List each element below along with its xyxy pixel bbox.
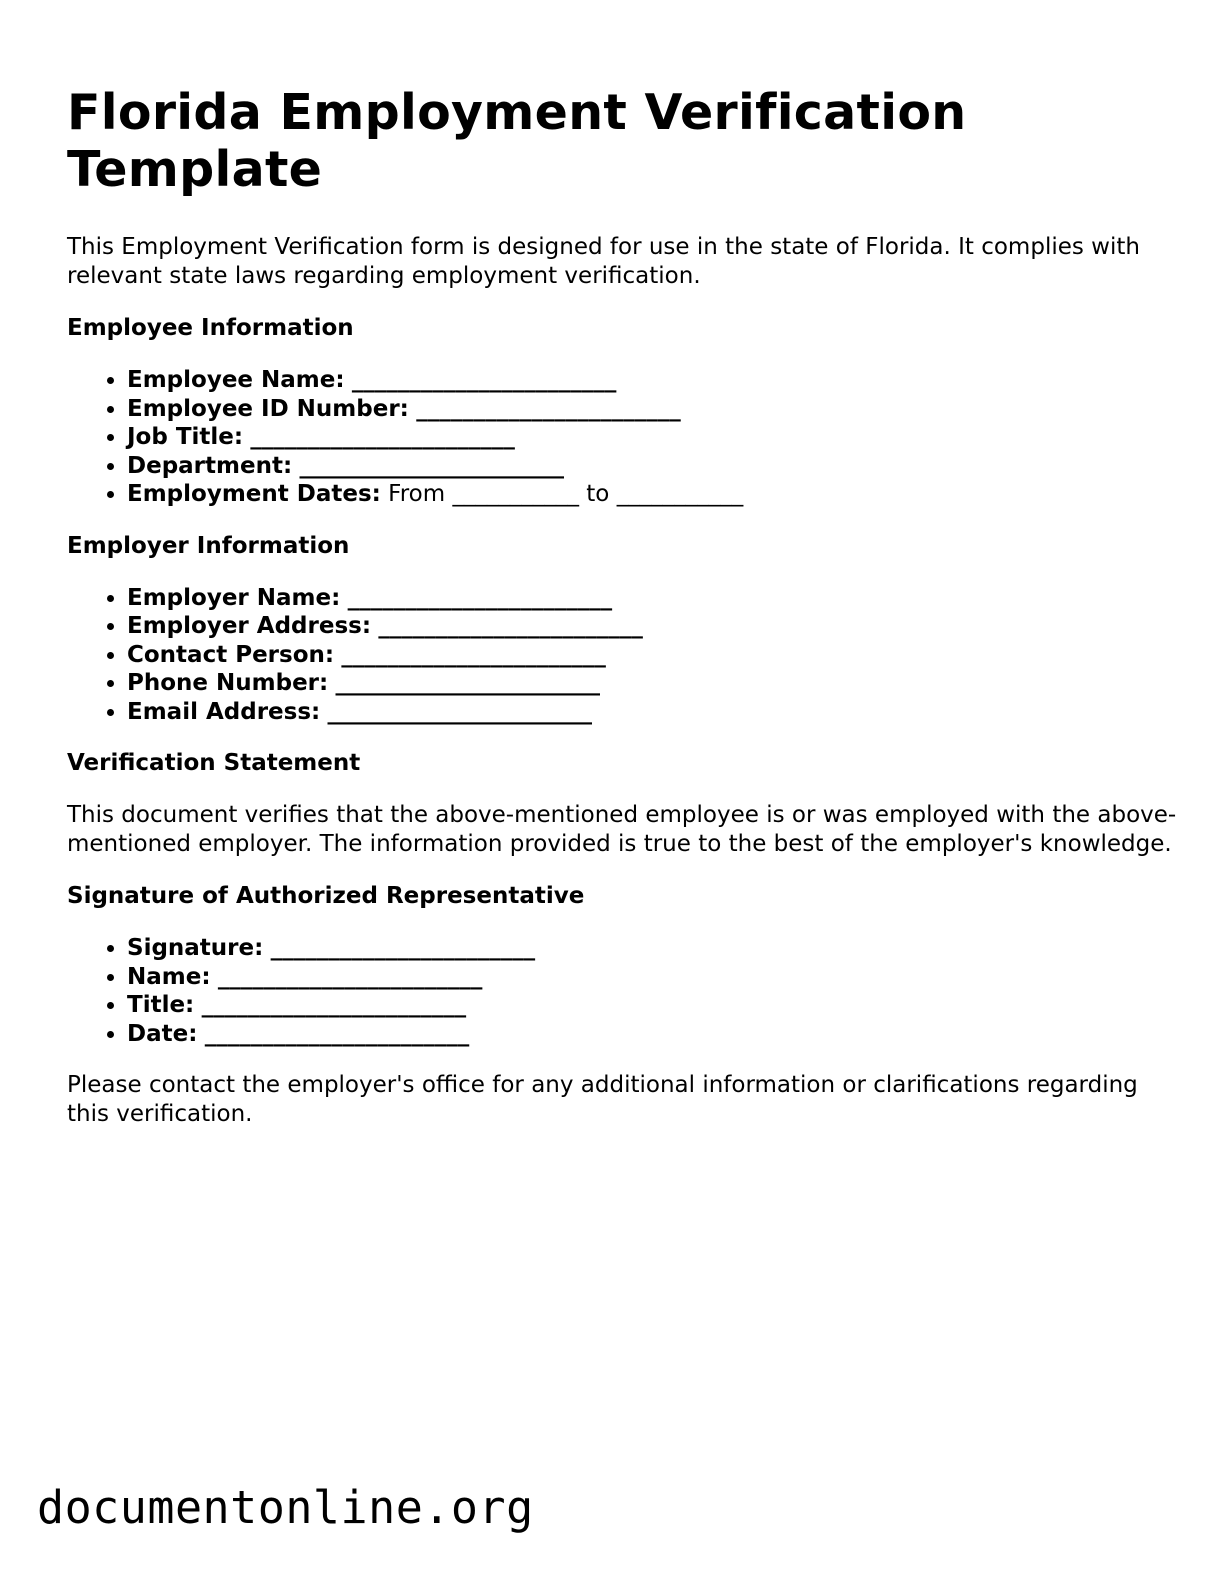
signer-name-field[interactable]: _______________________ [217,963,483,990]
department-label: Department: [127,452,293,479]
date-from-field[interactable]: ___________ [452,481,579,507]
employee-id-field[interactable]: _______________________ [416,395,681,422]
verification-statement-heading: Verification Statement [67,750,361,776]
employer-name-item [127,584,1177,613]
signature-label: Signature: [127,935,264,961]
signer-title-label: Title: [127,992,195,1018]
department-item [127,452,1177,481]
signature-date-item [127,1020,1177,1049]
employer-name-field[interactable]: _______________________ [347,584,613,611]
signature-list [67,934,1177,1048]
employee-information-heading: Employee Information [67,315,354,341]
contact-person-item [127,641,1177,670]
phone-number-field[interactable]: _______________________ [335,670,601,696]
employer-information-heading: Employer Information [67,532,350,559]
verification-statement-text: This document verifies that the above-mentioned employee is or was employed with the above-mentioned employer. The information provided is true to the best of the employer's knowledge. [67,802,1177,857]
job-title-field[interactable]: _______________________ [250,424,515,450]
contact-person-field[interactable]: _______________________ [341,641,606,668]
employment-dates-label: Employment Dates: [127,481,381,507]
employer-address-item [127,612,1177,641]
signature-date-field[interactable]: _______________________ [204,1020,470,1047]
employer-address-field[interactable]: _______________________ [378,613,643,639]
job-title-item [127,423,1177,452]
signature-field[interactable]: _______________________ [270,935,536,961]
page-title: Florida Employment Verification Template [67,84,967,198]
employee-name-field[interactable]: _______________________ [351,367,617,393]
employee-name-item [127,366,1177,395]
intro-paragraph: This Employment Verification form is designed for use in the state of Florida. It complies with relevant state laws regarding employment verification. [67,234,1140,289]
employer-address-label: Employer Address: [127,613,372,639]
contact-person-label: Contact Person: [127,641,335,668]
email-address-item [127,698,1177,727]
employer-name-label: Employer Name: [127,584,341,611]
employment-dates-item [127,480,1177,509]
document-page [67,84,1177,1129]
phone-number-item [127,669,1177,698]
closing-paragraph: Please contact the employer's office for any additional information or clarifications regarding this verification. [67,1072,1138,1127]
email-address-label: Email Address: [127,698,321,725]
watermark-text: documentonline.org [37,1481,534,1534]
employee-information-list [67,366,1177,509]
from-text: From [388,481,446,507]
to-text: to [586,481,610,507]
employee-name-label: Employee Name: [127,367,345,393]
department-field[interactable]: _______________________ [299,452,564,479]
signer-title-field[interactable]: _______________________ [201,992,467,1018]
employer-information-list [67,584,1177,727]
signature-item [127,934,1177,963]
employee-id-label: Employee ID Number: [127,395,409,422]
signature-date-label: Date: [127,1020,198,1047]
phone-number-label: Phone Number: [127,670,329,696]
signer-title-item [127,991,1177,1020]
signature-heading: Signature of Authorized Representative [67,883,585,909]
employee-id-item [127,395,1177,424]
date-to-field[interactable]: ___________ [616,481,744,507]
email-address-field[interactable]: _______________________ [327,698,593,725]
job-title-label: Job Title: [127,424,244,450]
signer-name-label: Name: [127,963,211,990]
signer-name-item [127,963,1177,992]
